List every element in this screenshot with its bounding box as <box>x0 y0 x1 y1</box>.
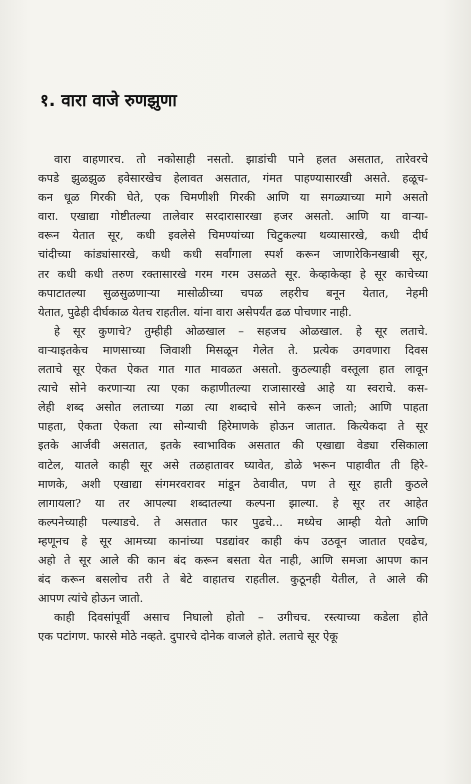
paragraph-2-line: म्हणूनच हे सूर आमच्या कानांच्या पडद्यांवर काही कंप उठवून जातात एवढेच, <box>38 534 428 548</box>
paragraph-1-line: तर कधी कधी तरुण रक्तासारखे गरम गरम उसळते सूर. केव्हाकेव्हा हे सूर काचेच्या <box>38 267 428 281</box>
paragraph-2-line: कल्पनेच्याही पल्याडचे. ते असतात फार पुढचे... मध्येच आम्ही येतो आणि <box>38 515 428 529</box>
paragraph-1-line: येतात, पुढेही दीर्घकाळ येतच राहतील. यांना वारा असेपर्यंत ढळ पोचणार नाही. <box>38 305 352 319</box>
paragraph-1-line: वारा. एखाद्या गोष्टीतल्या तालेवार सरदारासारखा हजर असतो. आणि या वाऱ्या- <box>38 210 428 224</box>
show-through-text <box>40 40 420 90</box>
paragraph-1-line: चांदीच्या कांड्यांसारखे, कधी कधी सर्वांगाला स्पर्श करून जाणारेकिनखाबी सूर, <box>38 248 428 262</box>
paragraph-2-line: लागायला? या तर आपल्या शब्दातल्या कल्पना झाल्या. हे सूर तर आहेत <box>38 496 428 510</box>
paragraph-2-line: वाऱ्याइतकेच माणसाच्या जिवाशी मिसळून गेलेत ते. प्रत्येक उगवणारा दिवस <box>38 343 428 357</box>
paragraph-2-line: आपण त्यांचे होऊन जातो. <box>38 592 144 606</box>
paragraph-3-line: काही दिवसांपूर्वी असाच निघालो होतो – उगीचच. रस्त्याच्या कडेला होते <box>54 611 428 625</box>
paragraph-1-line: कपडे झुळझुळ हवेसारखेच हेलावत असतात, गंमत पाहण्यासारखी असते. हळूच- <box>38 172 428 186</box>
paragraph-3-line: एक पटांगण. फारसे मोठे नव्हते. दुपारचे दोनेक वाजले होते. लताचे सूर ऐकू <box>38 630 338 644</box>
paragraph-2-line: माणके, अशी एखाद्या संगमरवरावर मांडून ठेवावीत, पण ते सूर हाती कुठले <box>38 477 428 491</box>
paragraph-1-line: वरून येतात सूर, कधी इवलेसे चिमण्यांच्या चिटुकल्या थव्यासारखे, कधी दीर्घ <box>38 229 428 243</box>
paragraph-1-line: कपाटातल्या सुळसुळणाऱ्या मासोळीच्या चपळ लहरीच बनून येतात, नेहमी <box>38 286 428 300</box>
paragraph-2-line: लेही शब्द असोत लताच्या गळा त्या शब्दाचे सोने करून जातो; आणि पाहता <box>38 401 428 415</box>
chapter-heading: १. वारा वाजे रुणझुणा <box>40 91 177 111</box>
paragraph-2-line: बंद करून बसलोच तरी ते बेटे वाहातच राहतील. कुठूनही येतील, ते आले की <box>38 573 428 587</box>
paragraph-1-line: कन धूळ गिरकी घेते, एक चिमणीशी गिरकी आणि या सगळ्याच्या मागे असतो <box>38 191 428 205</box>
paragraph-2-line: इतके आर्जवी असतात, इतके स्वाभाविक असतात की एखाद्या वेड्या रसिकाला <box>38 439 428 453</box>
paragraph-1-line: वारा वाहणारच. तो नकोसाही नसतो. झाडांची पाने हलत असतात, तारेवरचे <box>54 153 428 166</box>
paragraph-2-line: त्याचे सोने करणाऱ्या त्या एका कहाणीतल्या राजासारखे आहे या स्वराचे. कस- <box>38 382 428 396</box>
paragraph-2-line: लताचे सूर ऐकत ऐकत गात गात मावळत असतो. कुठल्याही वस्तूला हात लावून <box>38 363 428 377</box>
paragraph-2-line: हे सूर कुणाचे? तुम्हीही ओळखाल – सहजच ओळखाल. हे सूर लताचे. <box>54 324 428 338</box>
chapter-body <box>38 150 428 646</box>
paragraph-2-line: पाहता, ऐकता ऐकता त्या सोन्याची हिरेमाणके होऊन जातात. कित्येकदा ते सूर <box>38 420 428 434</box>
paragraph-2-line: वाटेल, यातले काही सूर असे तळहातावर घ्यावेत, डोळे भरून पाहावीत ती हिरे- <box>38 458 428 472</box>
paragraph-2-line: अहो ते सूर आले की कान बंद करून बसता येत नाही, आणि समजा आपण कान <box>38 553 428 567</box>
